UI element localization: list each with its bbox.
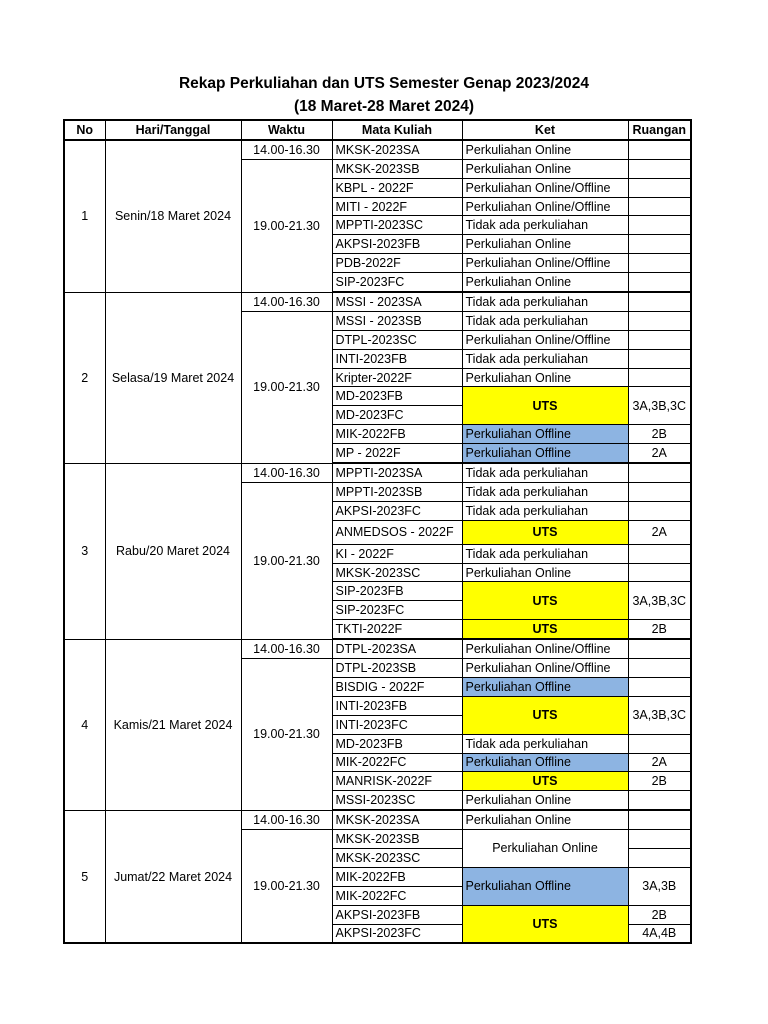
- course-code: MKSK-2023SC: [332, 563, 462, 582]
- header-row: [64, 120, 691, 140]
- status-cell: Perkuliahan Online/Offline: [462, 178, 628, 197]
- room-cell: 2A: [628, 753, 691, 772]
- day-number: 3: [64, 463, 105, 639]
- room-cell: [628, 659, 691, 678]
- room-cell: [628, 563, 691, 582]
- course-code: INTI-2023FC: [332, 715, 462, 734]
- room-cell: [628, 197, 691, 216]
- time-slot: 19.00-21.30: [241, 159, 332, 292]
- course-code: AKPSI-2023FC: [332, 501, 462, 520]
- time-slot: 14.00-16.30: [241, 639, 332, 658]
- room-cell: [628, 482, 691, 501]
- course-code: INTI-2023FB: [332, 349, 462, 368]
- room-cell: 2B: [628, 772, 691, 791]
- course-code: MP - 2022F: [332, 444, 462, 463]
- room-cell: [628, 463, 691, 482]
- course-code: AKPSI-2023FB: [332, 905, 462, 924]
- page-subtitle: (18 Maret-28 Maret 2024): [293, 98, 475, 115]
- status-cell: Tidak ada perkuliahan: [462, 734, 628, 753]
- status-cell: Perkuliahan Online: [462, 810, 628, 829]
- course-code: ANMEDSOS - 2022F: [332, 520, 462, 544]
- course-code: TKTI-2022F: [332, 620, 462, 639]
- room-cell: [628, 810, 691, 829]
- status-cell: Tidak ada perkuliahan: [462, 216, 628, 235]
- page-title: Rekap Perkuliahan dan UTS Semester Genap 2023/2024: [178, 75, 590, 92]
- course-code: MIK-2022FC: [332, 886, 462, 905]
- course-code: KBPL - 2022F: [332, 178, 462, 197]
- time-slot: 19.00-21.30: [241, 482, 332, 639]
- course-code: MSSI - 2023SB: [332, 311, 462, 330]
- room-cell: 3A,3B,3C: [628, 582, 691, 620]
- room-cell: [628, 349, 691, 368]
- course-code: SIP-2023FC: [332, 601, 462, 620]
- room-cell: [628, 848, 691, 867]
- status-cell: UTS: [462, 582, 628, 620]
- room-cell: 2B: [628, 620, 691, 639]
- status-cell: Perkuliahan Online: [462, 791, 628, 810]
- room-cell: [628, 235, 691, 254]
- schedule-body: [64, 140, 691, 944]
- course-code: MANRISK-2022F: [332, 772, 462, 791]
- day-number: 1: [64, 140, 105, 292]
- course-code: PDB-2022F: [332, 254, 462, 273]
- time-slot: 14.00-16.30: [241, 140, 332, 159]
- status-cell: Perkuliahan Offline: [462, 425, 628, 444]
- room-cell: [628, 830, 691, 849]
- status-cell: Perkuliahan Offline: [462, 677, 628, 696]
- room-cell: 4A,4B: [628, 924, 691, 943]
- course-code: MPPTI-2023SA: [332, 463, 462, 482]
- room-cell: [628, 159, 691, 178]
- course-code: MD-2023FC: [332, 406, 462, 425]
- status-cell: Perkuliahan Online/Offline: [462, 197, 628, 216]
- course-code: MSSI-2023SC: [332, 791, 462, 810]
- status-cell: Perkuliahan Online/Offline: [462, 659, 628, 678]
- room-cell: [628, 734, 691, 753]
- course-code: MD-2023FB: [332, 734, 462, 753]
- course-code: MKSK-2023SC: [332, 848, 462, 867]
- course-code: DTPL-2023SB: [332, 659, 462, 678]
- status-cell: Tidak ada perkuliahan: [462, 349, 628, 368]
- room-cell: [628, 791, 691, 810]
- time-slot: 14.00-16.30: [241, 810, 332, 829]
- course-code: MKSK-2023SA: [332, 140, 462, 159]
- course-code: MITI - 2022F: [332, 197, 462, 216]
- status-cell: Perkuliahan Online: [462, 273, 628, 292]
- course-code: MKSK-2023SA: [332, 810, 462, 829]
- room-cell: [628, 178, 691, 197]
- header-course: Mata Kuliah: [332, 120, 462, 140]
- day-number: 5: [64, 810, 105, 943]
- status-cell: Perkuliahan Online: [462, 140, 628, 159]
- day-number: 4: [64, 639, 105, 810]
- room-cell: 2A: [628, 444, 691, 463]
- course-code: MIK-2022FB: [332, 425, 462, 444]
- room-cell: [628, 273, 691, 292]
- status-cell: Perkuliahan Online/Offline: [462, 639, 628, 658]
- course-code: Kripter-2022F: [332, 368, 462, 387]
- room-cell: [628, 140, 691, 159]
- course-code: INTI-2023FB: [332, 696, 462, 715]
- status-cell: Tidak ada perkuliahan: [462, 544, 628, 563]
- time-slot: 19.00-21.30: [241, 311, 332, 463]
- course-code: AKPSI-2023FC: [332, 924, 462, 943]
- room-cell: [628, 311, 691, 330]
- status-cell: UTS: [462, 772, 628, 791]
- day-date: Selasa/19 Maret 2024: [105, 292, 241, 463]
- title-block: [0, 72, 768, 118]
- status-cell: Tidak ada perkuliahan: [462, 501, 628, 520]
- time-slot: 14.00-16.30: [241, 292, 332, 311]
- status-cell: Perkuliahan Online/Offline: [462, 254, 628, 273]
- table-row: [64, 463, 691, 482]
- status-cell: Perkuliahan Online: [462, 235, 628, 254]
- schedule-table: [63, 119, 692, 944]
- room-cell: 2A: [628, 520, 691, 544]
- course-code: KI - 2022F: [332, 544, 462, 563]
- course-code: DTPL-2023SC: [332, 330, 462, 349]
- status-cell: Tidak ada perkuliahan: [462, 292, 628, 311]
- room-cell: 3A,3B,3C: [628, 387, 691, 425]
- course-code: MD-2023FB: [332, 387, 462, 406]
- course-code: SIP-2023FC: [332, 273, 462, 292]
- day-date: Rabu/20 Maret 2024: [105, 463, 241, 639]
- table-row: [64, 639, 691, 658]
- header-room: Ruangan: [628, 120, 691, 140]
- course-code: AKPSI-2023FB: [332, 235, 462, 254]
- course-code: MIK-2022FB: [332, 867, 462, 886]
- course-code: MKSK-2023SB: [332, 159, 462, 178]
- table-row: [64, 140, 691, 159]
- time-slot: 19.00-21.30: [241, 659, 332, 811]
- room-cell: [628, 368, 691, 387]
- time-slot: 19.00-21.30: [241, 830, 332, 944]
- course-code: MPPTI-2023SB: [332, 482, 462, 501]
- table-row: [64, 810, 691, 829]
- time-slot: 14.00-16.30: [241, 463, 332, 482]
- room-cell: [628, 330, 691, 349]
- table-row: [64, 292, 691, 311]
- room-cell: 2B: [628, 425, 691, 444]
- day-date: Senin/18 Maret 2024: [105, 140, 241, 292]
- status-cell: UTS: [462, 387, 628, 425]
- day-date: Jumat/22 Maret 2024: [105, 810, 241, 943]
- course-code: MPPTI-2023SC: [332, 216, 462, 235]
- room-cell: [628, 501, 691, 520]
- status-cell: UTS: [462, 620, 628, 639]
- status-cell: UTS: [462, 905, 628, 943]
- status-cell: UTS: [462, 520, 628, 544]
- status-cell: Tidak ada perkuliahan: [462, 463, 628, 482]
- room-cell: 2B: [628, 905, 691, 924]
- room-cell: [628, 639, 691, 658]
- day-number: 2: [64, 292, 105, 463]
- course-code: BISDIG - 2022F: [332, 677, 462, 696]
- header-no: No: [64, 120, 105, 140]
- course-code: MSSI - 2023SA: [332, 292, 462, 311]
- status-cell: Perkuliahan Offline: [462, 444, 628, 463]
- status-cell: Perkuliahan Online: [462, 159, 628, 178]
- header-ket: Ket: [462, 120, 628, 140]
- status-cell: Perkuliahan Online: [462, 830, 628, 868]
- status-cell: Perkuliahan Offline: [462, 753, 628, 772]
- course-code: MKSK-2023SB: [332, 830, 462, 849]
- header-time: Waktu: [241, 120, 332, 140]
- room-cell: [628, 254, 691, 273]
- room-cell: [628, 544, 691, 563]
- room-cell: [628, 216, 691, 235]
- room-cell: [628, 677, 691, 696]
- course-code: MIK-2022FC: [332, 753, 462, 772]
- status-cell: Perkuliahan Offline: [462, 867, 628, 905]
- status-cell: Perkuliahan Online: [462, 368, 628, 387]
- status-cell: Tidak ada perkuliahan: [462, 311, 628, 330]
- header-day: Hari/Tanggal: [105, 120, 241, 140]
- status-cell: Perkuliahan Online: [462, 563, 628, 582]
- room-cell: [628, 292, 691, 311]
- status-cell: Tidak ada perkuliahan: [462, 482, 628, 501]
- status-cell: Perkuliahan Online/Offline: [462, 330, 628, 349]
- course-code: SIP-2023FB: [332, 582, 462, 601]
- course-code: DTPL-2023SA: [332, 639, 462, 658]
- status-cell: UTS: [462, 696, 628, 734]
- room-cell: 3A,3B: [628, 867, 691, 905]
- day-date: Kamis/21 Maret 2024: [105, 639, 241, 810]
- room-cell: 3A,3B,3C: [628, 696, 691, 734]
